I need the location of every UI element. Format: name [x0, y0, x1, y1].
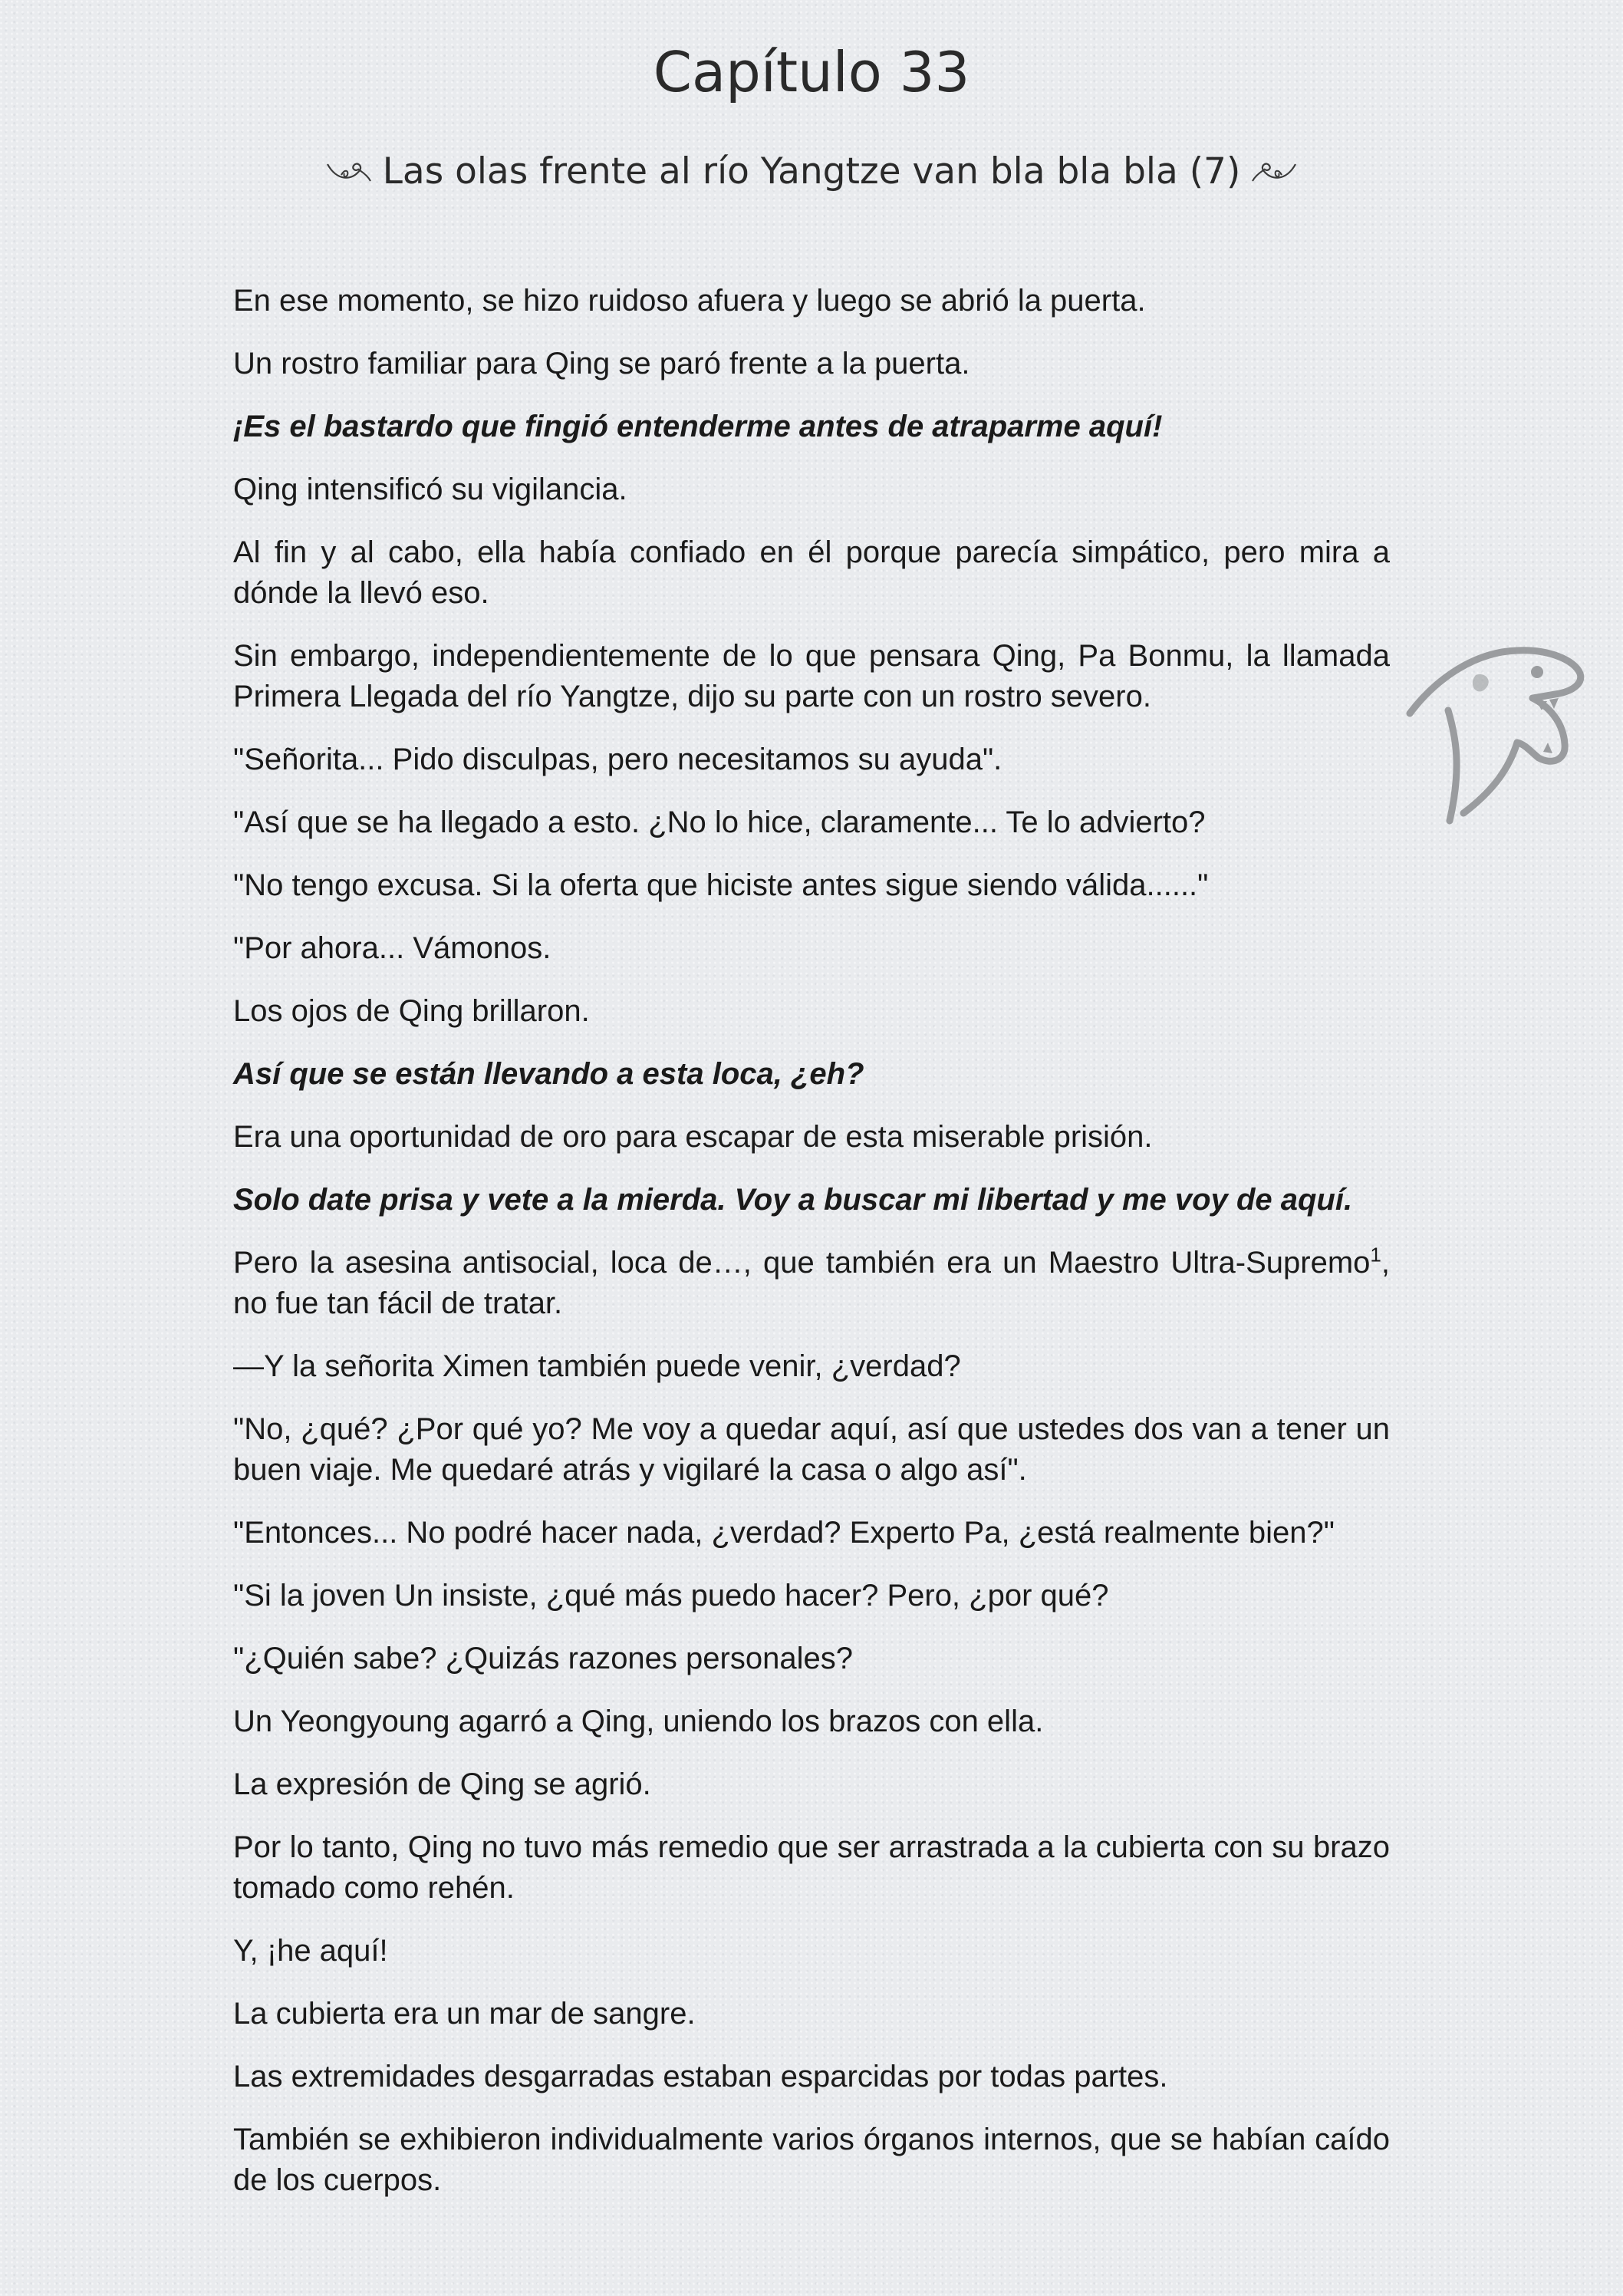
paragraph	[233, 281, 1390, 321]
paragraph	[233, 1701, 1390, 1742]
paragraph	[233, 2120, 1390, 2201]
paragraph-text: "No tengo excusa. Si la oferta que hiciste antes sigue siendo válida......"	[233, 868, 1209, 902]
paragraph-text: Un rostro familiar para Qing se paró frente a la puerta.	[233, 347, 970, 380]
paragraph-text: "No, ¿qué? ¿Por qué yo? Me voy a quedar aquí, así que ustedes dos van a tener un buen viaje. Me quedaré atrás y vigilaré la casa o algo así".	[233, 1412, 1390, 1487]
paragraph-text: Los ojos de Qing brillaron.	[233, 994, 590, 1028]
paragraph	[233, 636, 1390, 717]
swirl-ornament-icon	[326, 153, 372, 195]
paragraph-text: "Así que se ha llegado a esto. ¿No lo hice, claramente... Te lo advierto?	[233, 805, 1206, 839]
paragraph-text: —Y la señorita Ximen también puede venir, ¿verdad?	[233, 1349, 961, 1383]
paragraph	[233, 991, 1390, 1032]
paragraph-text: Pero la asesina antisocial, loca de…, que también era un Maestro Ultra-Supremo	[233, 1246, 1371, 1280]
paragraph-text: Por lo tanto, Qing no tuvo más remedio que ser arrastrada a la cubierta con su brazo tomado como rehén.	[233, 1830, 1390, 1905]
paragraph-text: Era una oportunidad de oro para escapar de esta miserable prisión.	[233, 1120, 1153, 1154]
paragraph	[233, 1243, 1390, 1324]
paragraph-text: Un Yeongyoung agarró a Qing, uniendo los brazos con ella.	[233, 1705, 1044, 1738]
paragraph	[233, 469, 1390, 510]
chapter-body	[233, 281, 1390, 2223]
paragraph	[233, 865, 1390, 906]
paragraph	[233, 1054, 1390, 1095]
paragraph	[233, 1409, 1390, 1491]
paragraph-text: Solo date prisa y vete a la mierda. Voy a buscar mi libertad y me voy de aquí.	[233, 1183, 1353, 1217]
swirl-ornament-icon	[1251, 153, 1297, 195]
paragraph-text: "Si la joven Un insiste, ¿qué más puedo hacer? Pero, ¿por qué?	[233, 1579, 1109, 1612]
dinosaur-head-icon	[1402, 637, 1586, 828]
paragraph	[233, 2057, 1390, 2097]
paragraph-text: ¡Es el bastardo que fingió entenderme antes de atraparme aquí!	[233, 410, 1163, 443]
paragraph-text: "Entonces... No podré hacer nada, ¿verdad? Experto Pa, ¿está realmente bien?"	[233, 1516, 1335, 1550]
paragraph-text: "¿Quién sabe? ¿Quizás razones personales?	[233, 1642, 853, 1675]
paragraph	[233, 802, 1390, 843]
paragraph	[233, 1180, 1390, 1220]
paragraph-text: La expresión de Qing se agrió.	[233, 1767, 651, 1801]
paragraph-text: Así que se están llevando a esta loca, ¿eh?	[233, 1057, 864, 1091]
paragraph-text: Y, ¡he aquí!	[233, 1934, 388, 1968]
chapter-title: Capítulo 33	[653, 40, 970, 104]
paragraph-text-continuation: , no fue tan fácil de tratar.	[233, 1246, 1390, 1320]
paragraph-text: También se exhibieron individualmente varios órganos internos, que se habían caído de los cuerpos.	[233, 2123, 1390, 2197]
paragraph	[233, 1931, 1390, 1972]
paragraph-text: Al fin y al cabo, ella había confiado en él porque parecía simpático, pero mira a dónde la llevó eso.	[233, 535, 1390, 610]
paragraph	[233, 344, 1390, 384]
paragraph	[233, 1639, 1390, 1679]
paragraph	[233, 1764, 1390, 1805]
paragraph-text: La cubierta era un mar de sangre.	[233, 1997, 696, 2031]
paragraph-text: En ese momento, se hizo ruidoso afuera y luego se abrió la puerta.	[233, 284, 1146, 318]
paragraph	[233, 1994, 1390, 2034]
paragraph	[233, 1346, 1390, 1387]
paragraph-text: Qing intensificó su vigilancia.	[233, 473, 627, 506]
chapter-subtitle	[0, 150, 1623, 195]
paragraph	[233, 1827, 1390, 1909]
paragraph	[233, 407, 1390, 447]
paragraph-text: Sin embargo, independientemente de lo que pensara Qing, Pa Bonmu, la llamada Primera Llegada del río Yangtze, dijo su parte con un rostro severo.	[233, 639, 1390, 713]
paragraph	[233, 1576, 1390, 1616]
footnote-marker[interactable]: 1	[1370, 1243, 1381, 1267]
paragraph-text: "Por ahora... Vámonos.	[233, 931, 551, 965]
paragraph	[233, 928, 1390, 969]
paragraph-text: Las extremidades desgarradas estaban esparcidas por todas partes.	[233, 2060, 1168, 2093]
paragraph	[233, 1117, 1390, 1158]
paragraph	[233, 1513, 1390, 1553]
paragraph-text: "Señorita... Pido disculpas, pero necesitamos su ayuda".	[233, 743, 1002, 776]
chapter-subtitle-text: Las olas frente al río Yangtze van bla bla bla (7)	[382, 150, 1241, 193]
paragraph	[233, 740, 1390, 780]
paragraph	[233, 532, 1390, 614]
